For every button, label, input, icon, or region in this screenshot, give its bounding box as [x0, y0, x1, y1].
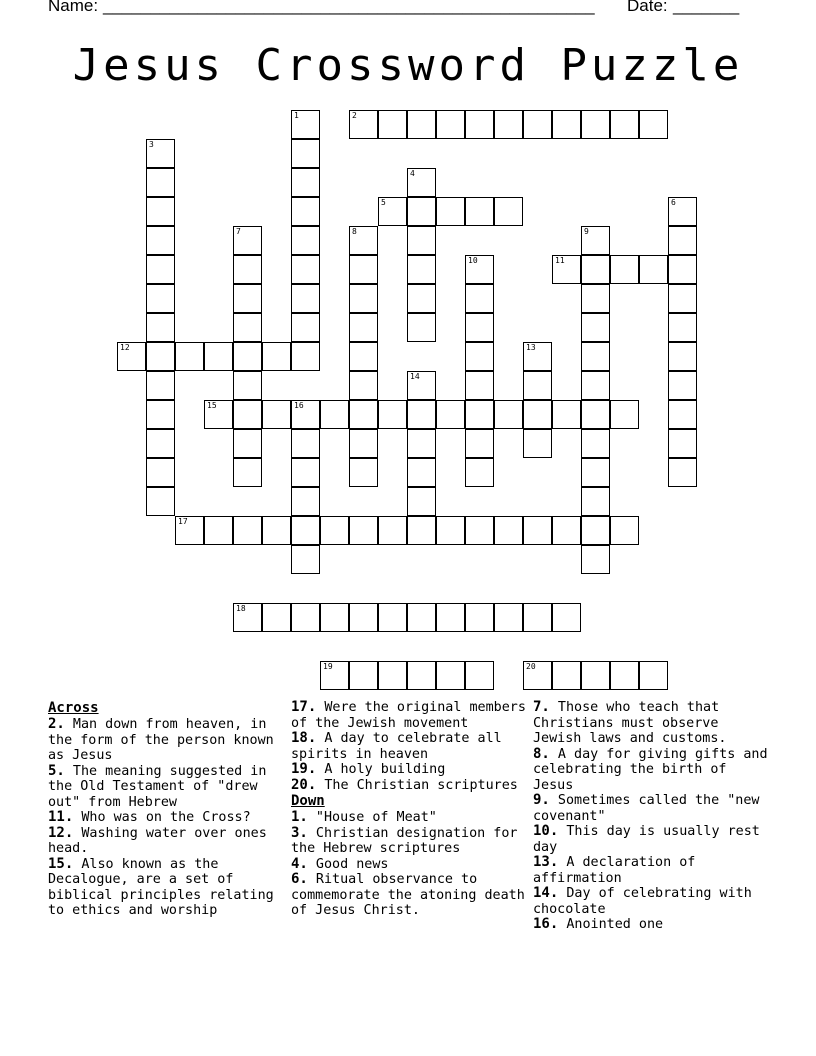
grid-cell[interactable]: [581, 661, 610, 690]
grid-cell[interactable]: [349, 429, 378, 458]
clue-item-text: The Christian scriptures: [316, 777, 518, 793]
grid-cell[interactable]: [146, 342, 175, 371]
grid-cell[interactable]: [639, 255, 668, 284]
clue-number: 17: [178, 517, 188, 526]
grid-cell[interactable]: [407, 168, 436, 197]
grid-cell[interactable]: [610, 400, 639, 429]
grid-cell[interactable]: [465, 197, 494, 226]
clue-item-text: A day for giving gifts and celebrating the birth of Jesus: [533, 746, 768, 793]
clue-item-number: 15.: [48, 855, 74, 872]
grid-cell[interactable]: [291, 110, 320, 139]
clues-column-3: [533, 700, 768, 933]
grid-cell[interactable]: [233, 226, 262, 255]
grid-cell[interactable]: [291, 516, 320, 545]
grid-cell[interactable]: [465, 603, 494, 632]
grid-cell[interactable]: [146, 284, 175, 313]
grid-cell[interactable]: [233, 371, 262, 400]
grid-cell[interactable]: [494, 516, 523, 545]
grid-cell[interactable]: [552, 661, 581, 690]
grid-cell[interactable]: [523, 603, 552, 632]
clue-number: 18: [236, 604, 246, 613]
grid-cell[interactable]: [146, 487, 175, 516]
grid-cell[interactable]: [117, 342, 146, 371]
grid-cell[interactable]: [552, 110, 581, 139]
grid-cell[interactable]: [146, 168, 175, 197]
grid-cell[interactable]: [291, 255, 320, 284]
grid-cell[interactable]: [465, 313, 494, 342]
grid-cell[interactable]: [523, 429, 552, 458]
clue-item: [48, 717, 288, 764]
clue-item-text: Day of celebrating with chocolate: [533, 886, 752, 917]
clue-item-number: 4.: [291, 855, 308, 872]
grid-cell[interactable]: [349, 313, 378, 342]
grid-cell[interactable]: [233, 342, 262, 371]
grid-cell[interactable]: [581, 516, 610, 545]
grid-cell[interactable]: [146, 429, 175, 458]
grid-cell[interactable]: [407, 516, 436, 545]
grid-cell[interactable]: [291, 400, 320, 429]
grid-cell[interactable]: [465, 458, 494, 487]
grid-cell[interactable]: [233, 429, 262, 458]
clue-item-text: A day to celebrate all spirits in heaven: [291, 731, 502, 762]
grid-cell[interactable]: [552, 255, 581, 284]
clue-item-number: 7.: [533, 699, 550, 715]
grid-cell[interactable]: [349, 342, 378, 371]
clue-item: [533, 824, 768, 855]
grid-cell[interactable]: [436, 603, 465, 632]
clue-item: [291, 826, 531, 857]
grid-cell[interactable]: [581, 110, 610, 139]
clue-number: 6: [671, 198, 676, 207]
clue-item-text: A declaration of affirmation: [533, 855, 696, 886]
clue-item: [291, 700, 531, 731]
grid-cell[interactable]: [378, 516, 407, 545]
clue-number: 3: [149, 140, 154, 149]
grid-cell[interactable]: [233, 313, 262, 342]
grid-cell[interactable]: [349, 255, 378, 284]
grid-cell[interactable]: [233, 284, 262, 313]
grid-cell[interactable]: [146, 139, 175, 168]
grid-cell[interactable]: [552, 516, 581, 545]
clue-number: 19: [323, 662, 333, 671]
grid-cell[interactable]: [349, 458, 378, 487]
grid-cell[interactable]: [668, 342, 697, 371]
grid-cell[interactable]: [146, 255, 175, 284]
grid-cell[interactable]: [146, 371, 175, 400]
clue-item: [291, 762, 531, 778]
grid-cell[interactable]: [523, 400, 552, 429]
grid-cell[interactable]: [668, 400, 697, 429]
grid-cell[interactable]: [668, 371, 697, 400]
clue-item-number: 17.: [291, 699, 317, 715]
clue-item: [48, 857, 288, 919]
date-label: Date:: [627, 0, 668, 15]
grid-cell[interactable]: [436, 661, 465, 690]
clue-item-number: 11.: [48, 809, 74, 825]
grid-cell[interactable]: [291, 168, 320, 197]
grid-cell[interactable]: [581, 255, 610, 284]
grid-cell[interactable]: [233, 516, 262, 545]
grid-cell[interactable]: [233, 400, 262, 429]
grid-cell[interactable]: [233, 255, 262, 284]
grid-cell[interactable]: [349, 400, 378, 429]
grid-cell[interactable]: [668, 255, 697, 284]
clue-item: [291, 857, 531, 873]
grid-cell[interactable]: [465, 255, 494, 284]
clue-number: 7: [236, 227, 241, 236]
grid-cell[interactable]: [378, 603, 407, 632]
down-clue-list: [291, 810, 531, 919]
grid-cell[interactable]: [233, 458, 262, 487]
grid-cell[interactable]: [291, 197, 320, 226]
date-field-line[interactable]: _______: [673, 0, 740, 15]
clue-item-text: Man down from heaven, in the form of the person known as Jesus: [48, 717, 274, 763]
grid-cell[interactable]: [581, 371, 610, 400]
clue-item-text: Were the original members of the Jewish movement: [291, 700, 526, 731]
grid-cell[interactable]: [465, 400, 494, 429]
grid-cell[interactable]: [407, 661, 436, 690]
clues-column-1: [48, 700, 288, 919]
clue-item: [291, 810, 531, 826]
grid-cell[interactable]: [291, 603, 320, 632]
grid-cell[interactable]: [262, 603, 291, 632]
clue-item: [291, 778, 531, 794]
grid-cell[interactable]: [320, 603, 349, 632]
across-heading: Across: [48, 700, 99, 716]
grid-cell[interactable]: [523, 371, 552, 400]
grid-cell[interactable]: [349, 226, 378, 255]
clue-item-text: A holy building: [316, 762, 446, 777]
grid-cell[interactable]: [291, 342, 320, 371]
clue-item: [48, 764, 288, 811]
clue-number: 8: [352, 227, 357, 236]
grid-cell[interactable]: [262, 516, 291, 545]
clue-item-text: This day is usually rest day: [533, 824, 760, 855]
grid-cell[interactable]: [378, 661, 407, 690]
grid-cell[interactable]: [320, 516, 349, 545]
grid-cell[interactable]: [378, 110, 407, 139]
clue-number: 13: [526, 343, 536, 352]
grid-cell[interactable]: [581, 487, 610, 516]
grid-cell[interactable]: [494, 400, 523, 429]
grid-cell[interactable]: [494, 110, 523, 139]
clue-item-text: Who was on the Cross?: [73, 810, 251, 825]
grid-cell[interactable]: [349, 371, 378, 400]
grid-cell[interactable]: [378, 197, 407, 226]
clue-item-number: 3.: [291, 824, 308, 841]
grid-cell[interactable]: [581, 458, 610, 487]
clue-number: 2: [352, 111, 357, 120]
grid-cell[interactable]: [465, 516, 494, 545]
grid-cell[interactable]: [436, 516, 465, 545]
grid-cell[interactable]: [407, 429, 436, 458]
grid-cell[interactable]: [320, 661, 349, 690]
grid-cell[interactable]: [407, 197, 436, 226]
grid-cell[interactable]: [436, 400, 465, 429]
grid-cell[interactable]: [581, 545, 610, 574]
grid-cell[interactable]: [668, 197, 697, 226]
clue-item-text: Those who teach that Christians must observe Jewish laws and customs.: [533, 700, 727, 746]
grid-cell[interactable]: [639, 661, 668, 690]
grid-cell[interactable]: [291, 139, 320, 168]
grid-cell[interactable]: [291, 487, 320, 516]
grid-cell[interactable]: [668, 458, 697, 487]
page-title: Jesus Crossword Puzzle: [72, 40, 744, 91]
grid-cell[interactable]: [610, 110, 639, 139]
clue-number: 5: [381, 198, 386, 207]
across-clue-list-continued: [291, 700, 531, 793]
clue-item-text: Also known as the Decalogue, are a set of biblical principles relating to ethics and worship: [48, 856, 274, 918]
grid-cell[interactable]: [175, 516, 204, 545]
grid-cell[interactable]: [262, 342, 291, 371]
clue-item-number: 14.: [533, 885, 559, 901]
clue-number: 20: [526, 662, 536, 671]
clue-item: [533, 855, 768, 886]
grid-cell[interactable]: [349, 110, 378, 139]
grid-cell[interactable]: [233, 603, 262, 632]
across-clue-list: [48, 717, 288, 919]
grid-cell[interactable]: [465, 284, 494, 313]
clue-item-text: Good news: [307, 856, 389, 872]
grid-cell[interactable]: [291, 458, 320, 487]
grid-cell[interactable]: [407, 371, 436, 400]
grid-cell[interactable]: [291, 226, 320, 255]
grid-cell[interactable]: [581, 429, 610, 458]
grid-cell[interactable]: [349, 516, 378, 545]
grid-cell[interactable]: [407, 313, 436, 342]
grid-cell[interactable]: [523, 342, 552, 371]
clues-column-2: [291, 700, 531, 919]
grid-cell[interactable]: [349, 284, 378, 313]
grid-cell[interactable]: [436, 110, 465, 139]
clue-item-text: Ritual observance to commemorate the atoning death of Jesus Christ.: [291, 872, 525, 918]
grid-cell[interactable]: [407, 110, 436, 139]
clue-item: [533, 886, 768, 917]
clue-item-number: 10.: [533, 823, 559, 839]
clue-number: 11: [555, 256, 565, 265]
grid-cell[interactable]: [407, 255, 436, 284]
grid-cell[interactable]: [552, 603, 581, 632]
grid-cell[interactable]: [146, 197, 175, 226]
clue-number: 12: [120, 343, 130, 352]
clue-item-number: 5.: [48, 762, 65, 779]
grid-cell[interactable]: [465, 429, 494, 458]
grid-cell[interactable]: [204, 516, 233, 545]
grid-cell[interactable]: [465, 371, 494, 400]
grid-cell[interactable]: [204, 400, 233, 429]
clue-item-text: Sometimes called the "new covenant": [533, 793, 760, 824]
clue-item-text: Washing water over ones head.: [48, 825, 267, 856]
grid-cell[interactable]: [407, 487, 436, 516]
clue-number: 4: [410, 169, 415, 178]
clue-item: [533, 917, 768, 933]
grid-cell[interactable]: [668, 429, 697, 458]
grid-cell[interactable]: [668, 284, 697, 313]
grid-cell[interactable]: [291, 313, 320, 342]
clue-item: [291, 731, 531, 762]
grid-cell[interactable]: [204, 342, 233, 371]
clue-item: [533, 700, 768, 747]
grid-cell[interactable]: [262, 400, 291, 429]
clue-item-number: 20.: [291, 776, 317, 793]
clue-item-number: 18.: [291, 730, 317, 746]
grid-cell[interactable]: [668, 313, 697, 342]
grid-cell[interactable]: [407, 226, 436, 255]
grid-cell[interactable]: [349, 661, 378, 690]
name-label: Name:: [48, 0, 99, 15]
grid-cell[interactable]: [291, 545, 320, 574]
clue-number: 15: [207, 401, 217, 410]
clue-item-number: 13.: [533, 854, 559, 870]
grid-cell[interactable]: [494, 197, 523, 226]
clue-item-number: 6.: [291, 871, 308, 887]
grid-cell[interactable]: [523, 110, 552, 139]
grid-cell[interactable]: [407, 458, 436, 487]
down-clue-list-continued: [533, 700, 768, 933]
grid-cell[interactable]: [581, 400, 610, 429]
grid-cell[interactable]: [610, 661, 639, 690]
grid-cell[interactable]: [378, 400, 407, 429]
grid-cell[interactable]: [639, 110, 668, 139]
clue-item-number: 2.: [48, 716, 65, 732]
clue-number: 14: [410, 372, 420, 381]
clue-item-number: 9.: [533, 792, 550, 808]
clue-item-text: "House of Meat": [307, 810, 437, 825]
grid-cell[interactable]: [465, 661, 494, 690]
clue-number: 9: [584, 227, 589, 236]
clue-item: [48, 826, 288, 857]
grid-cell[interactable]: [552, 400, 581, 429]
grid-cell[interactable]: [175, 342, 204, 371]
clue-item: [48, 810, 288, 826]
clue-item-number: 12.: [48, 824, 74, 841]
name-field-line[interactable]: ____________________________________________________: [103, 0, 595, 15]
grid-cell[interactable]: [581, 342, 610, 371]
grid-cell[interactable]: [436, 197, 465, 226]
grid-cell[interactable]: [146, 313, 175, 342]
grid-cell[interactable]: [581, 313, 610, 342]
grid-cell[interactable]: [610, 516, 639, 545]
down-heading: Down: [291, 793, 325, 809]
grid-cell[interactable]: [581, 284, 610, 313]
clue-item-number: 1.: [291, 809, 308, 825]
grid-cell[interactable]: [668, 226, 697, 255]
clue-item-number: 16.: [533, 916, 559, 932]
grid-cell[interactable]: [465, 110, 494, 139]
grid-cell[interactable]: [523, 661, 552, 690]
grid-cell[interactable]: [610, 255, 639, 284]
clue-item: [533, 793, 768, 824]
clue-item-number: 8.: [533, 745, 550, 762]
clue-item-text: Christian designation for the Hebrew scriptures: [291, 825, 518, 856]
clue-number: 16: [294, 401, 304, 410]
grid-cell[interactable]: [465, 342, 494, 371]
grid-cell[interactable]: [146, 400, 175, 429]
clue-item-number: 19.: [291, 761, 317, 777]
grid-cell[interactable]: [407, 400, 436, 429]
clue-item-text: Anointed one: [558, 917, 664, 932]
clue-number: 1: [294, 111, 299, 120]
grid-cell[interactable]: [494, 603, 523, 632]
grid-cell[interactable]: [291, 284, 320, 313]
clue-number: 10: [468, 256, 478, 265]
grid-cell[interactable]: [407, 603, 436, 632]
grid-cell[interactable]: [407, 284, 436, 313]
clue-item: [533, 747, 768, 794]
grid-cell[interactable]: [320, 400, 349, 429]
grid-cell[interactable]: [523, 516, 552, 545]
grid-cell[interactable]: [146, 226, 175, 255]
grid-cell[interactable]: [146, 458, 175, 487]
grid-cell[interactable]: [349, 603, 378, 632]
grid-cell[interactable]: [581, 226, 610, 255]
grid-cell[interactable]: [291, 429, 320, 458]
clue-item-text: The meaning suggested in the Old Testament of "drew out" from Hebrew: [48, 763, 267, 810]
clue-item: [291, 872, 531, 919]
